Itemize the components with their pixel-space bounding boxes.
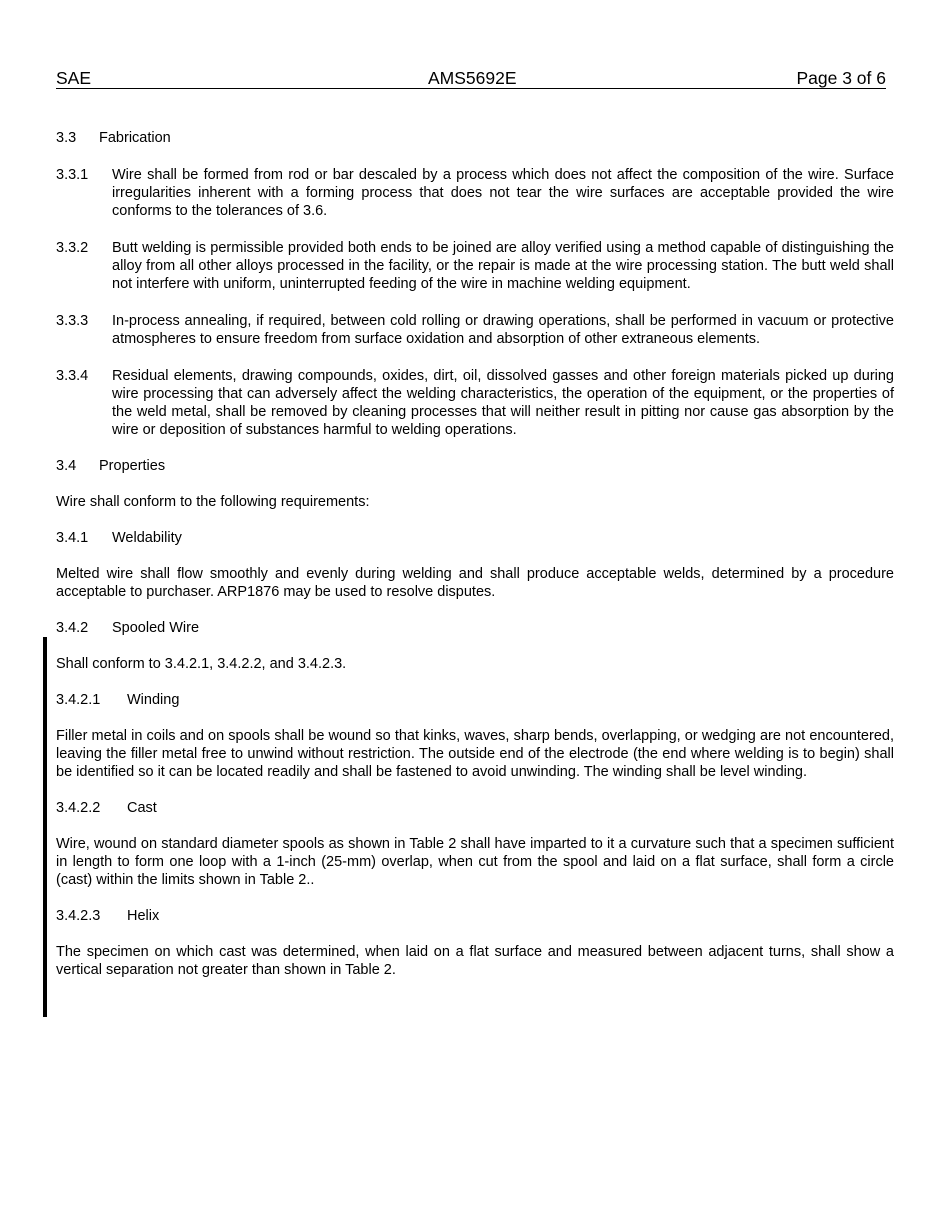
section-title: Fabrication <box>99 130 171 146</box>
section-3-4-2-heading <box>56 619 894 637</box>
section-number: 3.4.2.3 <box>56 908 101 924</box>
section-title: Cast <box>127 800 157 816</box>
revision-change-bar <box>43 637 47 1017</box>
section-3-4-2-1-heading <box>56 691 894 709</box>
section-number: 3.4.2.1 <box>56 692 101 708</box>
section-text: Wire shall be formed from rod or bar descaled by a process which does not affect the composition of the wire. Surface irregularities inherent with a forming process that does not tear the wire surfaces are acceptable provided the wire conforms to the tolerances of 3.6. <box>112 167 894 219</box>
section-number: 3.4.2.2 <box>56 800 101 816</box>
section-3-4-heading <box>56 457 894 475</box>
section-number: 3.4 <box>56 458 77 474</box>
section-text: Butt welding is permissible provided both ends to be joined are alloy verified using a method capable of distinguishing the alloy from all other alloys processed in the facility, or the repair is made at the wire processing station. The butt weld shall not interfere with uniform, uninterrupted feeding of the wire in machine welding equipment. <box>112 240 894 292</box>
section-3-4-1-heading <box>56 529 894 547</box>
section-3-4-2-2-heading <box>56 799 894 817</box>
section-text: In-process annealing, if required, between cold rolling or drawing operations, shall be performed in vacuum or protective atmospheres to ensure freedom from surface oxidation and absorption of other extraneous elements. <box>112 313 894 347</box>
section-3-4-2-3-text: The specimen on which cast was determined, when laid on a flat surface and measured between adjacent turns, shall show a vertical separation not greater than shown in Table 2. <box>56 944 894 978</box>
section-title: Properties <box>99 458 166 474</box>
section-title: Spooled Wire <box>112 620 200 636</box>
section-3-4-1-text: Melted wire shall flow smoothly and evenly during welding and shall produce acceptable welds, determined by a procedure acceptable to purchaser. ARP1876 may be used to resolve disputes. <box>56 566 894 600</box>
section-title: Weldability <box>112 530 182 546</box>
section-3-3-2 <box>56 239 894 293</box>
section-3-3-4 <box>56 367 894 439</box>
header-org: SAE <box>56 68 92 88</box>
header-page-number: Page 3 of 6 <box>796 68 886 88</box>
section-3-3-heading <box>56 129 894 147</box>
section-3-4-text: Wire shall conform to the following requirements: <box>56 494 370 510</box>
header-doc-number: AMS5692E <box>428 68 517 88</box>
document-body <box>56 129 894 979</box>
section-number: 3.3 <box>56 130 77 146</box>
section-title: Helix <box>127 908 160 924</box>
section-3-4-2-1-text: Filler metal in coils and on spools shall be wound so that kinks, waves, sharp bends, overlapping, or wedging are not encountered, leaving the filler metal free to unwind without restriction. The outside end of the electrode (the end where welding is to begin) shall be identified so it can be located readily and shall be fastened to avoid unwinding. The winding shall be level winding. <box>56 728 894 780</box>
page-header <box>56 68 886 89</box>
section-number: 3.3.3 <box>56 313 89 329</box>
section-number: 3.4.1 <box>56 530 89 546</box>
section-3-3-3 <box>56 312 894 348</box>
section-number: 3.3.2 <box>56 240 89 256</box>
section-3-4-2-2-text: Wire, wound on standard diameter spools as shown in Table 2 shall have imparted to it a curvature such that a specimen sufficient in length to form one loop with a 1-inch (25-mm) overlap, when cut from the spool and laid on a flat surface, shall form a circle (cast) within the limits shown in Table 2.. <box>56 836 894 888</box>
section-number: 3.3.4 <box>56 368 89 384</box>
section-3-3-1 <box>56 166 894 220</box>
section-3-4-2-text: Shall conform to 3.4.2.1, 3.4.2.2, and 3.4.2.3. <box>56 656 347 672</box>
section-number: 3.3.1 <box>56 167 89 183</box>
section-text: Residual elements, drawing compounds, oxides, dirt, oil, dissolved gasses and other foreign materials picked up during wire processing that can adversely affect the welding characteristics, the operation of the equipment, or the properties of the weld metal, shall be removed by cleaning processes that will neither result in pitting nor cause gas absorption by the wire or deposition of substances harmful to welding operations. <box>112 368 894 438</box>
section-title: Winding <box>127 692 180 708</box>
section-3-4-2-3-heading <box>56 907 894 925</box>
section-number: 3.4.2 <box>56 620 89 636</box>
